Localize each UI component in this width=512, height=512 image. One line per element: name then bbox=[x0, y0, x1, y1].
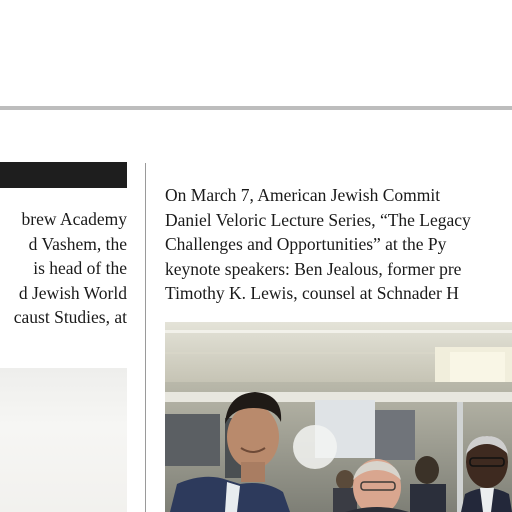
article-text-line: Daniel Veloric Lecture Series, “The Legacy bbox=[165, 209, 471, 230]
left-text-line: d Jewish World bbox=[18, 282, 127, 303]
top-horizontal-rule bbox=[0, 106, 512, 110]
event-photo bbox=[165, 322, 512, 512]
left-text-line: is head of the bbox=[33, 258, 127, 278]
left-text-line: caust Studies, at bbox=[13, 307, 127, 327]
article-text-line: Challenges and Opportunities” at the Py bbox=[165, 234, 447, 254]
right-column-text bbox=[165, 183, 512, 306]
section-header-bar bbox=[0, 162, 127, 188]
article-text-line: On March 7, American Jewish Commit bbox=[165, 185, 441, 205]
left-text-line: brew Academy bbox=[21, 209, 127, 229]
left-photo bbox=[0, 368, 127, 512]
column-divider bbox=[145, 163, 146, 512]
left-column-text bbox=[0, 207, 127, 330]
article-text-line: Timothy K. Lewis, counsel at Schnader H bbox=[165, 283, 459, 303]
article-text-line: keynote speakers: Ben Jealous, former pre bbox=[165, 258, 462, 279]
left-text-line: d Vashem, the bbox=[28, 233, 127, 254]
